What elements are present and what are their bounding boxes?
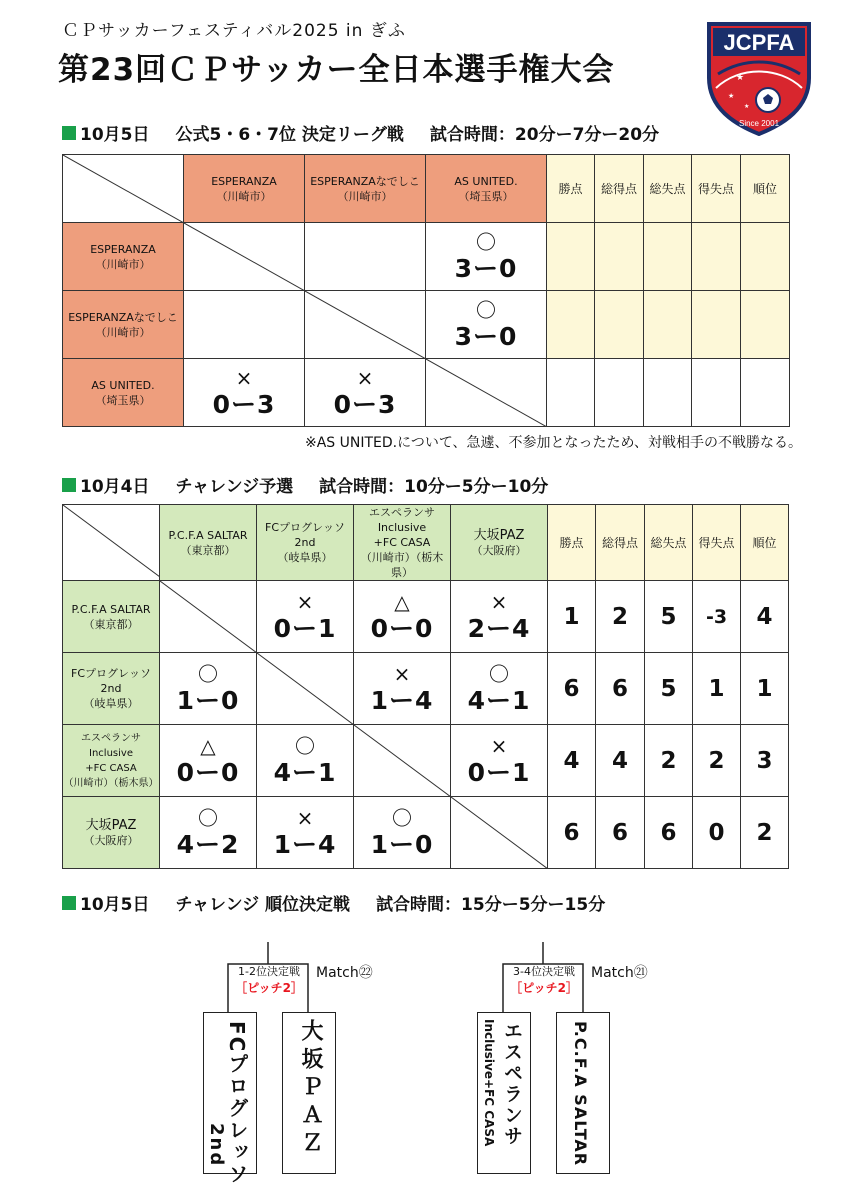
stat-header-goals-for: 総得点 (595, 155, 644, 223)
match-a-number: Match㉒ (316, 965, 373, 981)
stat-points: 4 (548, 725, 596, 797)
result-cell: × 1ー4 (354, 653, 451, 725)
section1-name: 公式5・6・7位 決定リーグ戦 (175, 125, 404, 145)
result-cell: 〇 4ー1 (257, 725, 354, 797)
stat-goal-diff: 1 (693, 653, 741, 725)
match-a-label: 1-2位決定戦 (238, 965, 300, 978)
result-cell (305, 223, 426, 291)
result-cell: × 0ー3 (305, 359, 426, 427)
green-square-icon (62, 478, 76, 492)
match-a-team-left-line2: 2nd (206, 1122, 227, 1167)
stat-goal-diff: -3 (693, 581, 741, 653)
stat-cell (595, 223, 644, 291)
result-cell: 〇 3ー0 (426, 223, 547, 291)
section1-time: 試合時間：20分ー7分ー20分 (429, 125, 660, 145)
stat-goals-against: 5 (645, 653, 693, 725)
match-a-team-left-box (203, 1012, 257, 1186)
stat-header-points: 勝点 (548, 505, 596, 581)
stat-cell (692, 291, 741, 359)
result-cell: × 1ー4 (257, 797, 354, 869)
stat-goal-diff: 2 (693, 725, 741, 797)
result-cell: 〇 3ー0 (426, 291, 547, 359)
svg-text:★: ★ (736, 73, 745, 83)
match-a-team-right-box (282, 1012, 336, 1174)
section1-date: 10月5日 (80, 125, 150, 145)
result-cell: × 2ー4 (451, 581, 548, 653)
col-team-fc-progresso: FCプログレッソ 2nd （岐阜県） (257, 505, 354, 581)
stat-cell (644, 359, 692, 427)
section2-heading (62, 472, 548, 497)
match-a-team-left-line1: FCプログレッソ (225, 1021, 249, 1186)
svg-text:★: ★ (728, 92, 735, 100)
stat-cell (547, 291, 595, 359)
section1-heading (62, 120, 659, 145)
result-cell: 〇 4ー2 (160, 797, 257, 869)
stat-goals-against: 5 (645, 581, 693, 653)
svg-text:★: ★ (744, 103, 750, 110)
section2-date: 10月4日 (80, 477, 150, 497)
challenge-league-table (62, 504, 789, 869)
match-b-team-right-box (556, 1012, 610, 1174)
row-team-as-united: AS UNITED. （埼玉県） (63, 359, 184, 427)
stat-goals-for: 6 (596, 653, 645, 725)
col-team-esperanza-inclusive: エスペランサInclusive +FC CASA （川崎市）（栃木県） (354, 505, 451, 581)
result-cell (184, 291, 305, 359)
stat-cell (644, 223, 692, 291)
stat-points: 6 (548, 653, 596, 725)
stat-points: 1 (548, 581, 596, 653)
stat-goals-against: 2 (645, 725, 693, 797)
row-team-esperanza: ESPERANZA （川崎市） (63, 223, 184, 291)
stat-header-goal-diff: 得失点 (692, 155, 741, 223)
col-team-esperanza: ESPERANZA （川崎市） (184, 155, 305, 223)
col-team-osaka-paz: 大坂PAZ （大阪府） (451, 505, 548, 581)
result-cell: △ 0ー0 (160, 725, 257, 797)
stat-points: 6 (548, 797, 596, 869)
row-team-fc-progresso: FCプログレッソ 2nd （岐阜県） (63, 653, 160, 725)
self-match-cell (257, 653, 354, 725)
self-match-cell (426, 359, 547, 427)
result-cell: 〇 4ー1 (451, 653, 548, 725)
match-b-label-box (505, 964, 583, 996)
stat-header-rank: 順位 (741, 155, 790, 223)
self-match-cell (160, 581, 257, 653)
section3-date: 10月5日 (80, 895, 150, 915)
match-b-number: Match㉑ (591, 965, 648, 981)
result-cell: 〇 1ー0 (160, 653, 257, 725)
stat-goals-for: 4 (596, 725, 645, 797)
result-cell: × 0ー3 (184, 359, 305, 427)
stat-cell (547, 359, 595, 427)
section2-time: 試合時間：10分ー5分ー10分 (319, 477, 549, 497)
row-team-osaka-paz: 大坂PAZ （大阪府） (63, 797, 160, 869)
result-cell: 〇 1ー0 (354, 797, 451, 869)
row-team-esperanza-nadeshiko: ESPERANZAなでしこ （川崎市） (63, 291, 184, 359)
match-a-pitch: ［ピッチ2］ (235, 981, 303, 995)
self-match-cell (184, 223, 305, 291)
stat-rank: 2 (741, 797, 789, 869)
self-match-cell (305, 291, 426, 359)
league-table-5-7 (62, 154, 790, 427)
stat-header-goal-diff: 得失点 (693, 505, 741, 581)
note-text: ※AS UNITED.について、急遽、不参加となったため、対戦相手の不戦勝なる。 (305, 435, 802, 451)
stat-goals-against: 6 (645, 797, 693, 869)
row-team-pcfa-saltar: P.C.F.A SALTAR （東京都） (63, 581, 160, 653)
section3-time: 試合時間：15分ー5分ー15分 (376, 895, 606, 915)
stat-goal-diff: 0 (693, 797, 741, 869)
stat-cell (741, 223, 790, 291)
green-square-icon (62, 126, 76, 140)
table-corner (63, 155, 184, 223)
match-a-team-right-line1: 大坂ＰＡＺ (298, 1019, 323, 1159)
self-match-cell (451, 797, 548, 869)
match-a-label-box (230, 964, 308, 996)
event-subtitle: ＣＰサッカーフェスティバル2025 in ぎふ (62, 21, 406, 41)
stat-cell (547, 223, 595, 291)
stat-cell (741, 359, 790, 427)
stat-cell (595, 359, 644, 427)
match-b-team-left-line1: エスペランサ (501, 1021, 523, 1147)
logo-since: Since 2001 (738, 119, 780, 128)
col-team-pcfa-saltar: P.C.F.A SALTAR （東京都） (160, 505, 257, 581)
green-square-icon (62, 896, 76, 910)
jcpfa-logo (704, 18, 814, 136)
stat-goals-for: 2 (596, 581, 645, 653)
stat-cell (644, 291, 692, 359)
stat-rank: 3 (741, 725, 789, 797)
match-b-label: 3-4位決定戦 (513, 965, 575, 978)
col-team-esperanza-nadeshiko: ESPERANZAなでしこ （川崎市） (305, 155, 426, 223)
stat-cell (692, 223, 741, 291)
col-team-as-united: AS UNITED. （埼玉県） (426, 155, 547, 223)
stat-cell (692, 359, 741, 427)
corner-diagonal (63, 155, 184, 223)
stat-rank: 1 (741, 653, 789, 725)
match-b-team-left-line2: Inclusive+FC CASA (482, 1019, 496, 1147)
row-team-esperanza-inclusive: エスペランサInclusive +FC CASA （川崎市）（栃木県） (63, 725, 160, 797)
stat-header-goals-against: 総失点 (645, 505, 693, 581)
stat-rank: 4 (741, 581, 789, 653)
section3-name: チャレンジ 順位決定戦 (175, 895, 351, 915)
section3-heading (62, 890, 605, 915)
result-cell: × 0ー1 (257, 581, 354, 653)
match-b-team-left-box (477, 1012, 531, 1174)
table-corner (63, 505, 160, 581)
match-b-team-right-line1: P.C.F.A SALTAR (571, 1021, 590, 1167)
stat-header-rank: 順位 (741, 505, 789, 581)
result-cell: × 0ー1 (451, 725, 548, 797)
bracket-lines (0, 930, 848, 1200)
stat-cell (741, 291, 790, 359)
section2-name: チャレンジ予選 (175, 477, 294, 497)
stat-goals-for: 6 (596, 797, 645, 869)
logo-text: JCPFA (723, 30, 795, 55)
stat-cell (595, 291, 644, 359)
page-title: 第23回ＣＰサッカー全日本選手権大会 (58, 52, 615, 88)
match-b-pitch: ［ピッチ2］ (510, 981, 578, 995)
stat-header-goals-for: 総得点 (596, 505, 645, 581)
stat-header-goals-against: 総失点 (644, 155, 692, 223)
stat-header-points: 勝点 (547, 155, 595, 223)
result-cell: △ 0ー0 (354, 581, 451, 653)
self-match-cell (354, 725, 451, 797)
